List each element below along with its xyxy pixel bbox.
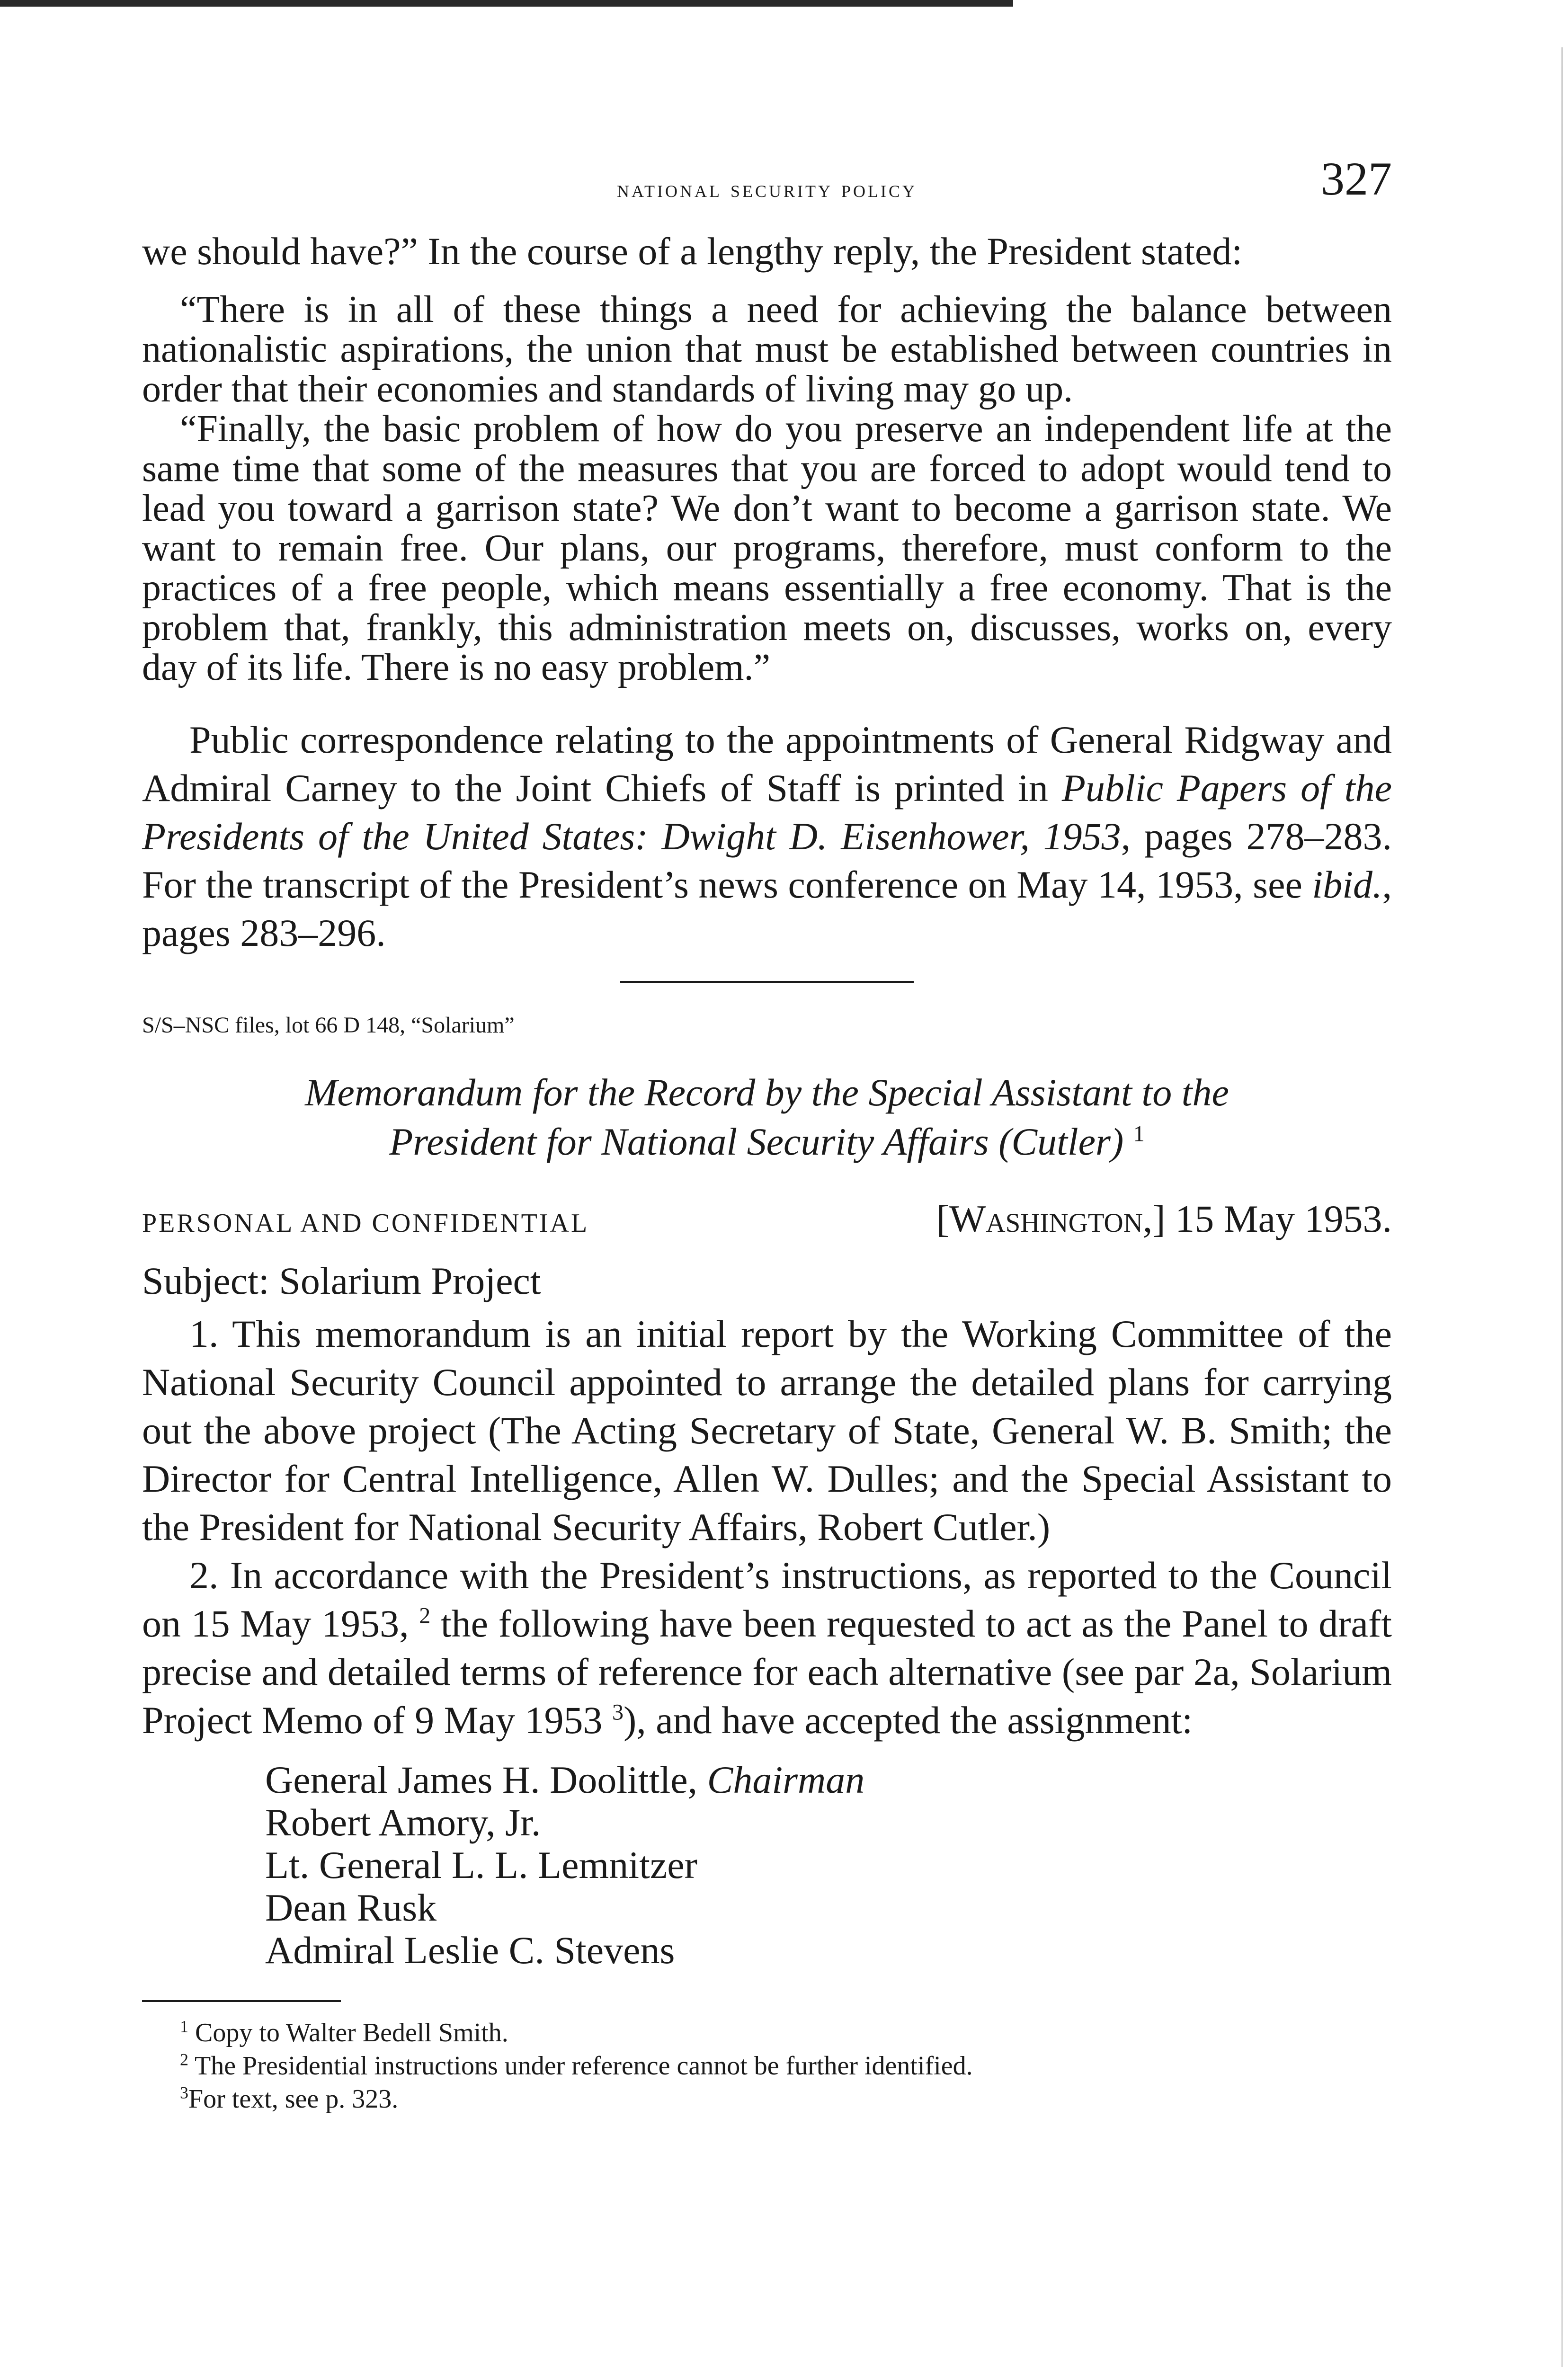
editorial-note <box>142 716 1392 957</box>
memo-paragraph-2-text-b: the following have been requested to act as the Panel to draft precise and detailed terms of reference for each alternative (see par 2a, Solarium Project Memo of 9 May 1953 <box>142 1602 1392 1742</box>
date: 15 May 1953. <box>1175 1197 1392 1240</box>
footnote-ref-3: 3 <box>612 1700 624 1725</box>
memo-paragraph-1: 1. This memorandum is an initial report by the Working Committee of the National Security Council appointed to arrange the detailed plans for carrying out the above project (The Acting Secretary of State, General W. B. Smith; the Director for Central Intelligence, Allen W. Dulles; and the Special Assistant to the President for National Security Affairs, Robert Cutler.) <box>142 1312 1392 1548</box>
footnote-text: For text, see p. 323. <box>188 2084 399 2114</box>
footnote-rule <box>142 2000 341 2002</box>
panel-member-name: Robert Amory, Jr. <box>265 1801 541 1844</box>
panel-member <box>265 1801 1392 1844</box>
panel-member <box>265 1844 1392 1886</box>
memo-paragraph-2 <box>142 1551 1392 1744</box>
panel-member <box>265 1759 1392 1801</box>
place: [Washington,] <box>936 1197 1166 1240</box>
footnotes <box>142 2016 1392 2116</box>
editorial-note-text-3: , pages 283–296. <box>142 863 1392 954</box>
section-divider <box>620 981 914 983</box>
scan-page-edge <box>1561 47 1563 2367</box>
footnote-2 <box>180 2049 1392 2082</box>
footnote-number: 2 <box>180 2050 188 2069</box>
panel-member-role: Chairman <box>707 1758 865 1801</box>
dateline <box>142 1195 1392 1247</box>
memo-paragraph-2-text-c: ), and have accepted the assignment: <box>623 1699 1193 1742</box>
quote-paragraph-2: “Finally, the basic problem of how do you preserve an independent life at the same time that some of the measures that you are forced to adopt would tend to lead you toward a garrison state? We don’t want to become a garrison state. We want to remain free. Our plans, our programs, therefore, must conform to the practices of a free people, which means essentially a free economy. That is the problem that, frankly, this administration meets on, discusses, works on, every day of its life. There is no easy problem.” <box>142 408 1392 688</box>
document-title-line-1: Memorandum for the Record by the Special Assistant to the <box>305 1071 1229 1114</box>
subject-line: Subject: Solarium Project <box>142 1259 541 1302</box>
footnote-number: 1 <box>180 2017 188 2036</box>
page-number: 327 <box>1321 152 1392 205</box>
footnote-ref-2: 2 <box>419 1603 431 1628</box>
intro-paragraph: we should have?” In the course of a lengthy reply, the President stated: <box>142 230 1243 273</box>
editorial-note-text-2: , pages 278–283. For the transcript of the President’s news conference on May 14, 1953, see <box>142 815 1392 906</box>
document-title-line-2-text: President for National Security Affairs (Cutler) <box>389 1120 1124 1163</box>
panel-member-name: Lt. General L. L. Lemnitzer <box>265 1843 697 1886</box>
footnote-text: Copy to Walter Bedell Smith. <box>188 2018 508 2047</box>
panel-member-name: Admiral Leslie C. Stevens <box>265 1929 675 1972</box>
president-quote <box>142 290 1392 687</box>
footnote-1 <box>180 2016 1392 2049</box>
document-title-line-2 <box>142 1117 1392 1166</box>
editorial-note-publication-title: Public Papers of the Presidents of the United States: Dwight D. Eisenhower, 1953 <box>142 766 1392 858</box>
page-body <box>142 227 1392 2116</box>
panel-member-name: General James H. Doolittle, <box>265 1758 707 1801</box>
classification-label: PERSONAL AND CONFIDENTIAL <box>142 1209 589 1238</box>
footnote-3 <box>180 2082 1392 2116</box>
editorial-note-text-1: Public correspondence relating to the appointments of General Ridgway and Admiral Carney to the Joint Chiefs of Staff is printed in <box>142 718 1392 810</box>
panel-member-list <box>265 1759 1392 1972</box>
place-date <box>936 1195 1392 1243</box>
panel-member <box>265 1886 1392 1929</box>
quote-paragraph-1: “There is in all of these things a need for achieving the balance between nationalistic aspirations, the union that must be established between countries in order that their economies and standards of living may go up. <box>142 289 1392 410</box>
panel-member <box>265 1929 1392 1972</box>
scan-top-border <box>0 0 1013 7</box>
document-title <box>142 1068 1392 1166</box>
running-title: national security policy <box>617 176 917 203</box>
footnote-number: 3 <box>180 2083 188 2102</box>
footnote-text: The Presidential instructions under reference cannot be further identified. <box>188 2051 973 2081</box>
editorial-note-ibid: ibid. <box>1312 863 1382 906</box>
source-note: S/S–NSC files, lot 66 D 148, “Solarium” <box>142 1013 515 1038</box>
memo-paragraph-2-text-a: 2. In accordance with the President’s instructions, as reported to the Council on 15 May 1953, <box>142 1554 1392 1645</box>
running-header <box>142 151 1392 208</box>
panel-member-name: Dean Rusk <box>265 1886 437 1929</box>
document-page <box>142 142 1401 2367</box>
footnote-ref-1: 1 <box>1133 1121 1145 1147</box>
